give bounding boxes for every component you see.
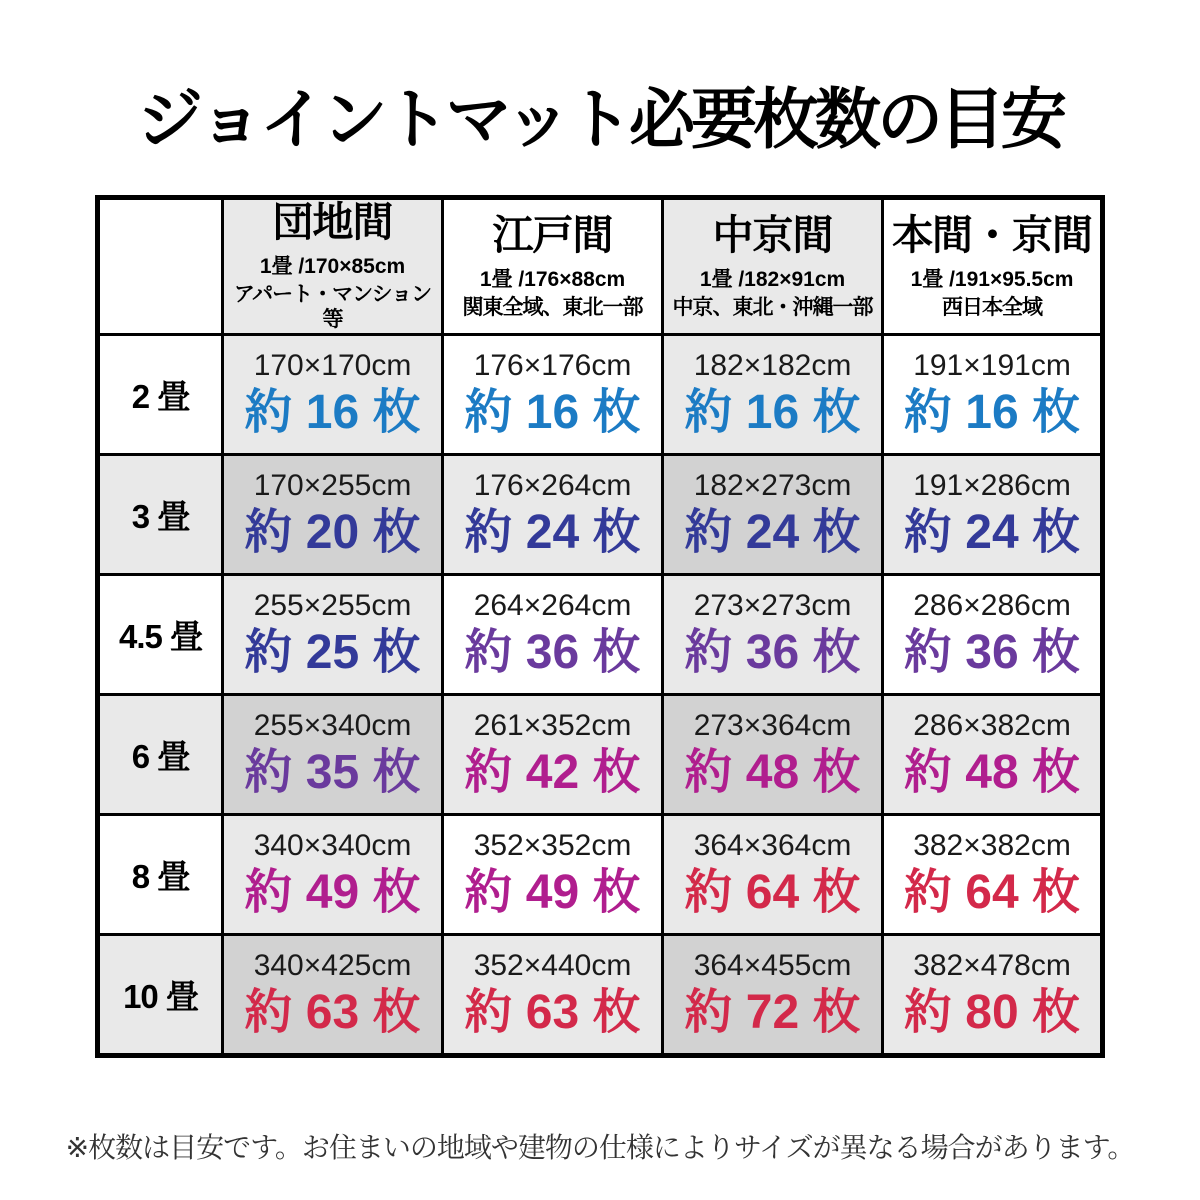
row-header: 10 畳 — [98, 934, 223, 1055]
column-region: 中京、東北・沖縄一部 — [672, 295, 873, 319]
column-tatami-size: 1畳 /191×95.5cm — [910, 267, 1074, 291]
table-cell — [443, 574, 663, 694]
cell-count: 約 16 枚 — [684, 386, 861, 439]
cell-size: 261×352cm — [473, 708, 632, 742]
column-header-edoma — [443, 198, 663, 335]
footnote: ※枚数は目安です。お住まいの地域や建物の仕様によりサイズが異なる場合があります。 — [65, 1131, 1135, 1163]
table-cell — [883, 334, 1103, 454]
page-title: ジョイントマット必要枚数の目安 — [136, 82, 1064, 156]
cell-size: 286×286cm — [913, 588, 1071, 622]
row-header: 8 畳 — [98, 814, 223, 934]
cell-size: 273×364cm — [693, 708, 852, 742]
table-cell — [663, 934, 883, 1055]
column-name: 中京間 — [712, 211, 833, 258]
table-cell — [223, 574, 443, 694]
cell-size: 273×273cm — [693, 588, 852, 622]
table-cell — [223, 454, 443, 574]
column-region: アパート・マンション等 — [233, 283, 432, 332]
cell-size: 191×191cm — [913, 348, 1071, 382]
cell-size: 382×382cm — [913, 828, 1071, 862]
table-row-10jo — [98, 934, 1103, 1055]
cell-count: 約 48 枚 — [684, 746, 861, 799]
column-name: 団地間 — [272, 199, 393, 245]
table-row-3jo — [98, 454, 1103, 574]
cell-size: 182×273cm — [693, 468, 852, 502]
table-cell — [663, 454, 883, 574]
table-cell — [223, 934, 443, 1055]
mat-count-table — [95, 195, 1105, 1058]
cell-size: 264×264cm — [473, 588, 632, 622]
cell-count: 約 24 枚 — [684, 506, 861, 559]
table-cell — [663, 574, 883, 694]
column-name: 本間・京間 — [892, 211, 1092, 258]
cell-count: 約 48 枚 — [903, 746, 1081, 799]
table-cell — [223, 334, 443, 454]
cell-count: 約 63 枚 — [464, 986, 641, 1039]
cell-size: 364×455cm — [693, 948, 852, 982]
column-header-honma-kyoma — [883, 198, 1103, 335]
cell-count: 約 63 枚 — [244, 986, 421, 1039]
column-tatami-size: 1畳 /176×88cm — [479, 267, 626, 291]
cell-count: 約 72 枚 — [684, 986, 861, 1039]
cell-count: 約 42 枚 — [464, 746, 641, 799]
table-cell — [223, 694, 443, 814]
cell-count: 約 24 枚 — [464, 506, 641, 559]
table-cell — [443, 454, 663, 574]
table-row-4-5jo — [98, 574, 1103, 694]
table-cell — [663, 334, 883, 454]
table-cell — [663, 814, 883, 934]
column-tatami-size: 1畳 /182×91cm — [699, 267, 846, 291]
cell-count: 約 16 枚 — [244, 386, 421, 439]
column-header-danchima — [223, 198, 443, 335]
column-header-chukyoma — [663, 198, 883, 335]
cell-count: 約 16 枚 — [903, 386, 1081, 439]
table-cell — [883, 574, 1103, 694]
cell-count: 約 64 枚 — [903, 866, 1081, 919]
table-row-6jo — [98, 694, 1103, 814]
cell-count: 約 49 枚 — [244, 866, 421, 919]
row-header: 4.5 畳 — [98, 574, 223, 694]
cell-count: 約 24 枚 — [903, 506, 1081, 559]
corner-cell — [98, 198, 223, 335]
cell-count: 約 36 枚 — [684, 626, 861, 679]
cell-count: 約 64 枚 — [684, 866, 861, 919]
table-cell — [883, 934, 1103, 1055]
cell-size: 364×364cm — [693, 828, 852, 862]
column-region: 西日本全域 — [942, 295, 1042, 319]
cell-size: 382×478cm — [913, 948, 1071, 982]
table-cell — [443, 694, 663, 814]
cell-size: 255×255cm — [253, 588, 412, 622]
cell-count: 約 36 枚 — [903, 626, 1081, 679]
cell-count: 約 20 枚 — [244, 506, 421, 559]
cell-size: 352×352cm — [473, 828, 632, 862]
cell-size: 352×440cm — [473, 948, 632, 982]
cell-count: 約 80 枚 — [903, 986, 1081, 1039]
table-cell — [883, 454, 1103, 574]
column-region: 関東全域、東北一部 — [462, 295, 643, 319]
table-row-2jo — [98, 334, 1103, 454]
cell-size: 255×340cm — [253, 708, 412, 742]
row-header: 6 畳 — [98, 694, 223, 814]
cell-count: 約 49 枚 — [464, 866, 641, 919]
table-cell — [663, 694, 883, 814]
cell-size: 286×382cm — [913, 708, 1071, 742]
cell-count: 約 36 枚 — [464, 626, 641, 679]
row-header: 3 畳 — [98, 454, 223, 574]
column-name: 江戸間 — [492, 211, 613, 258]
header-row — [98, 198, 1103, 335]
cell-count: 約 35 枚 — [244, 746, 421, 799]
row-header: 2 畳 — [98, 334, 223, 454]
table-row-8jo — [98, 814, 1103, 934]
cell-size: 340×425cm — [253, 948, 412, 982]
table-cell — [443, 814, 663, 934]
table-cell — [883, 694, 1103, 814]
cell-size: 182×182cm — [693, 348, 852, 382]
column-tatami-size: 1畳 /170×85cm — [259, 255, 406, 279]
cell-size: 170×255cm — [253, 468, 412, 502]
table-cell — [883, 814, 1103, 934]
table-cell — [443, 934, 663, 1055]
table-cell — [223, 814, 443, 934]
cell-size: 176×264cm — [473, 468, 632, 502]
cell-size: 176×176cm — [473, 348, 632, 382]
table-cell — [443, 334, 663, 454]
cell-count: 約 16 枚 — [464, 386, 641, 439]
cell-size: 170×170cm — [253, 348, 412, 382]
cell-count: 約 25 枚 — [244, 626, 421, 679]
cell-size: 191×286cm — [913, 468, 1071, 502]
cell-size: 340×340cm — [253, 828, 412, 862]
